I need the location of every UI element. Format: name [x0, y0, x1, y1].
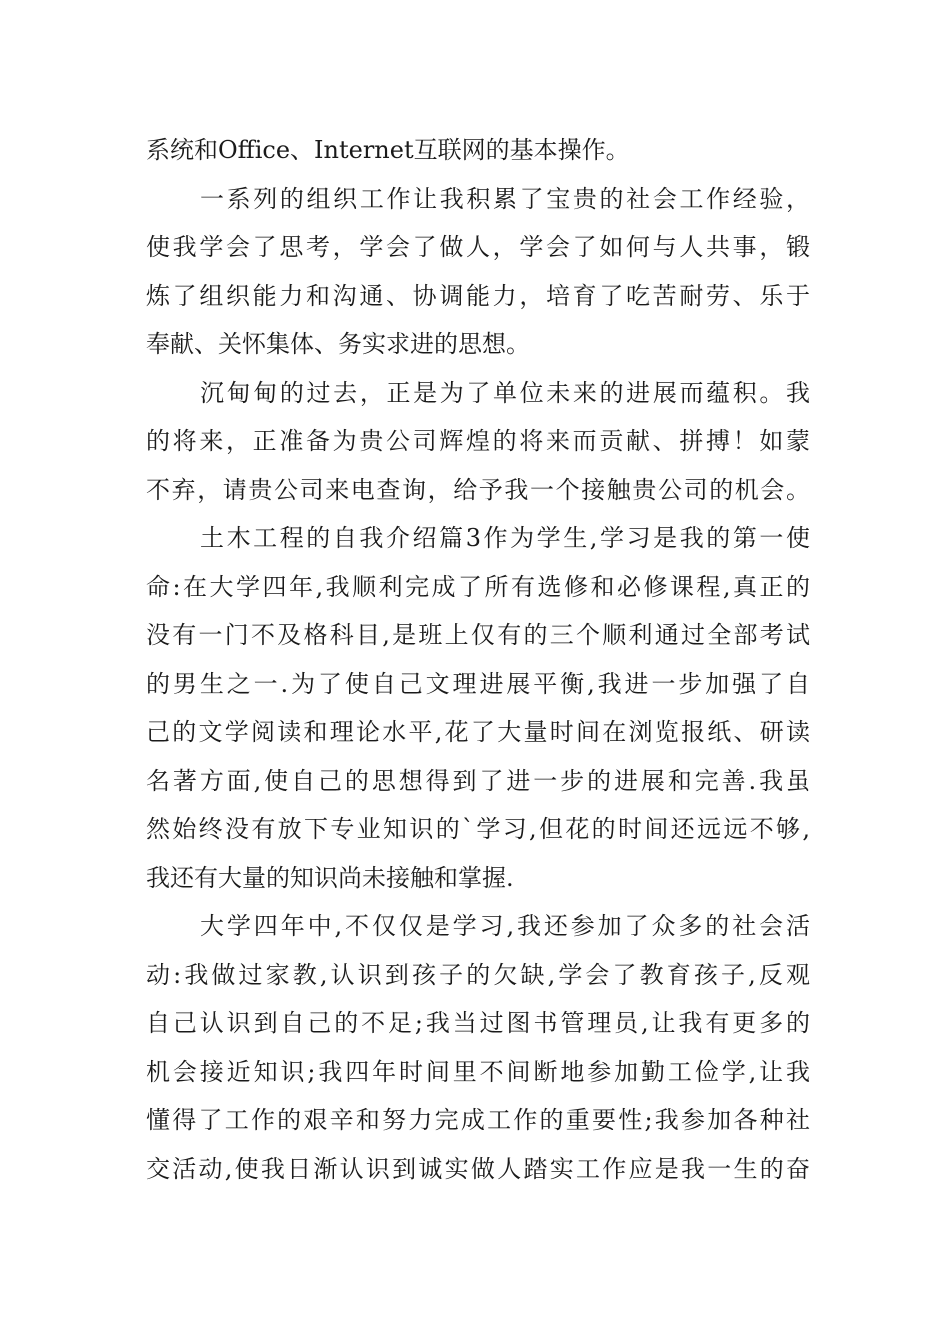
text-line: 名著方面,使自己的思想得到了进一步的进展和完善.我虽: [146, 766, 810, 795]
text-line: 的将来，正准备为贵公司辉煌的将来而贡献、拼搏！如蒙: [146, 427, 810, 455]
paragraph: [146, 369, 810, 515]
document-body: [146, 126, 810, 1193]
text-line: 一系列的组织工作让我积累了宝贵的社会工作经验，: [200, 184, 810, 213]
text-line: 机会接近知识;我四年时间里不间断地参加勤工俭学,让我: [146, 1057, 810, 1086]
text-line: 土木工程的自我介绍篇3作为学生,学习是我的第一使: [200, 524, 810, 552]
text-line: 没有一门不及格科目,是班上仅有的三个顺利通过全部考试: [146, 621, 810, 649]
text-line: 交活动,使我日渐认识到诚实做人踏实工作应是我一生的奋: [146, 1154, 810, 1183]
text-line: 使我学会了思考，学会了做人，学会了如何与人共事，锻: [146, 233, 810, 261]
text-line: 系统和Office、Internet互联网的基本操作。: [146, 136, 630, 164]
paragraph: [146, 175, 810, 369]
paragraph: [146, 126, 810, 175]
paragraph: [146, 514, 810, 902]
text-line: 沉甸甸的过去，正是为了单位未来的进展而蕴积。我: [200, 378, 810, 407]
text-line: 不弃，请贵公司来电查询，给予我一个接触贵公司的机会。: [146, 475, 810, 504]
text-line: 己的文学阅读和理论水平,花了大量时间在浏览报纸、研读: [146, 718, 810, 746]
text-line: 炼了组织能力和沟通、协调能力，培育了吃苦耐劳、乐于: [146, 281, 810, 310]
text-line: 动:我做过家教,认识到孩子的欠缺,学会了教育孩子,反观: [146, 960, 810, 989]
text-line: 我还有大量的知识尚未接触和掌握.: [146, 863, 514, 892]
text-line: 懂得了工作的艰辛和努力完成工作的重要性;我参加各种社: [146, 1106, 810, 1134]
paragraph: [146, 902, 810, 1193]
text-line: 然始终没有放下专业知识的`学习,但花的时间还远远不够,: [146, 815, 810, 843]
text-line: 大学四年中,不仅仅是学习,我还参加了众多的社会活: [200, 912, 810, 940]
text-line: 命:在大学四年,我顺利完成了所有选修和必修课程,真正的: [146, 572, 810, 601]
text-line: 的男生之一.为了使自己文理进展平衡,我进一步加强了自: [146, 669, 810, 698]
text-line: 自己认识到自己的不足;我当过图书管理员,让我有更多的: [146, 1009, 810, 1037]
text-line: 奉献、关怀集体、务实求进的思想。: [146, 330, 530, 358]
